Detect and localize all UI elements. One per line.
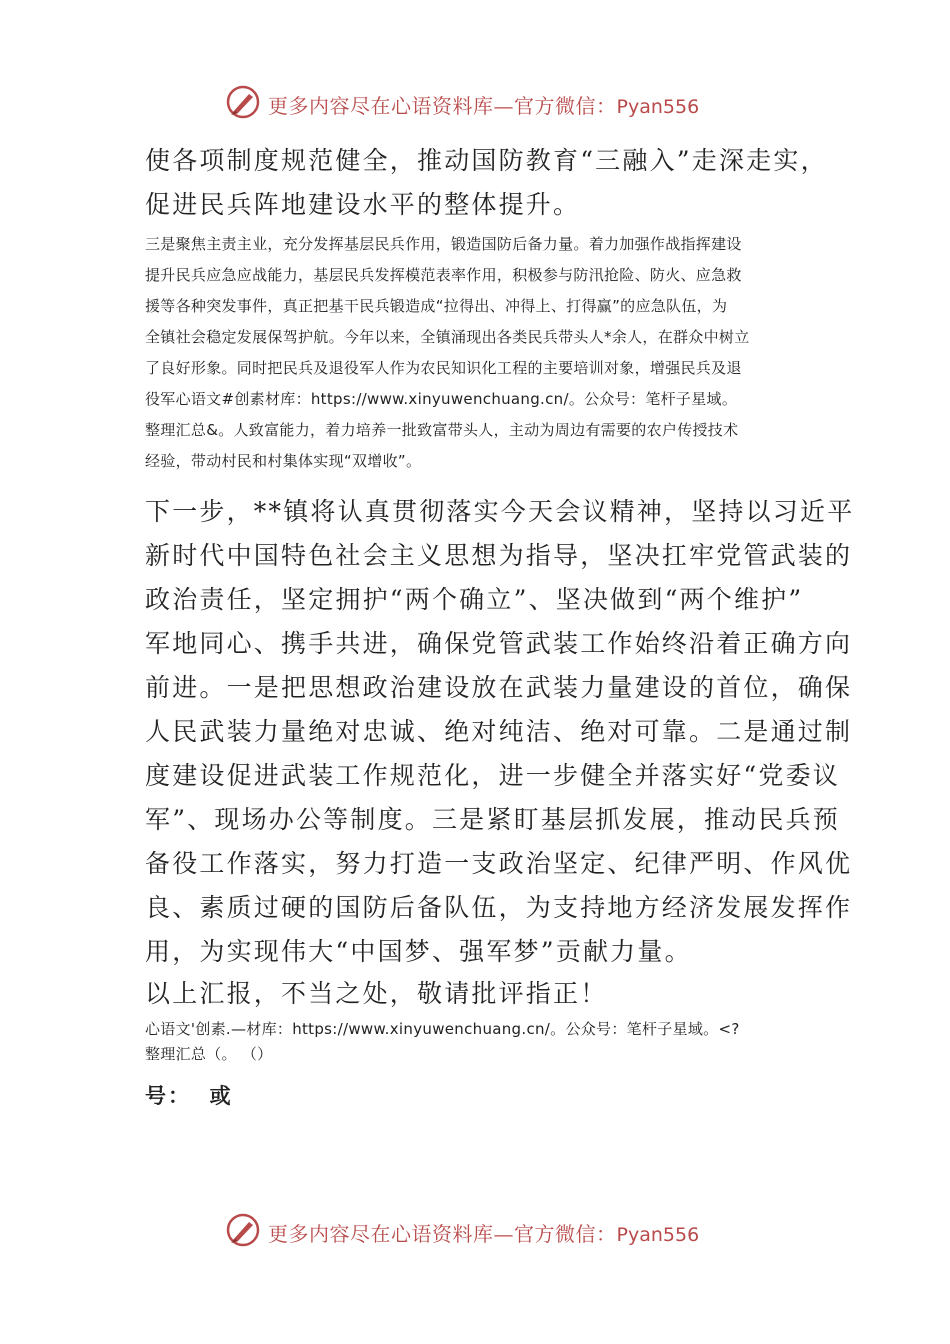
text-line: 整理汇总（。 （） — [145, 1045, 273, 1063]
text-line: 全镇社会稳定发展保驾护航。今年以来，全镇涌现出各类民兵带头人*余人，在群众中树立 — [145, 328, 750, 346]
text-line: 前进。一是把思想政治建设放在武装力量建设的首位，确保 — [145, 673, 853, 702]
fragment-line — [145, 1080, 810, 1110]
text-line: 了良好形象。同时把民兵及退役军人作为农民知识化工程的主要培训对象，增强民兵及退 — [145, 359, 742, 377]
banner-text: 更多内容尽在心语资料库—官方微信：Pyan556 — [268, 1222, 700, 1246]
text-line: 良、素质过硬的国防后备队伍，为支持地方经济发展发挥作 — [145, 893, 853, 922]
text-line: 促进民兵阵地建设水平的整体提升。 — [145, 190, 581, 219]
text-line: 号： 或 — [145, 1083, 233, 1108]
footer-banner — [0, 1210, 950, 1250]
wechat-id: Pyan556 — [616, 96, 700, 118]
closing-line — [145, 972, 810, 1016]
text-line: 新时代中国特色社会主义思想为指导，坚决扛牢党管武装的 — [145, 541, 853, 570]
wechat-id: Pyan556 — [616, 1224, 700, 1246]
pen-logo-icon — [225, 1212, 261, 1248]
text-line: 军”、现场办公等制度。三是紧盯基层抓发展，推动民兵预 — [145, 805, 840, 834]
text-line: 三是聚焦主责主业，充分发挥基层民兵作用，锻造国防后备力量。着力加强作战指挥建设 — [145, 235, 742, 253]
banner-text: 更多内容尽在心语资料库—官方微信：Pyan556 — [268, 94, 700, 118]
text-line: 人民武装力量绝对忠诚、绝对纯洁、绝对可靠。二是通过制 — [145, 717, 853, 746]
text-line: 用，为实现伟大“中国梦、强军梦”贡献力量。 — [145, 937, 692, 966]
paragraph-2 — [145, 229, 810, 477]
text-line: 下一步，**镇将认真贯彻落实今天会议精神，坚持以习近平 — [145, 497, 855, 526]
text-line: 备役工作落实，努力打造一支政治坚定、纪律严明、作风优 — [145, 849, 853, 878]
text-line: 援等各种突发事件，真正把基干民兵锻造成“拉得出、冲得上、打得赢”的应急队伍，为 — [145, 297, 728, 315]
header-banner — [0, 82, 950, 122]
text-line: 整理汇总&。人致富能力，着力培养一批致富带头人，主动为周边有需要的农户传授技术 — [145, 421, 739, 439]
pen-logo-icon — [225, 84, 261, 120]
text-line: 使各项制度规范健全，推动国防教育“三融入”走深走实， — [145, 146, 828, 175]
text-line: 以上汇报，不当之处，敬请批评指正！ — [145, 979, 608, 1008]
footnote — [145, 1017, 810, 1067]
text-line: 役军心语文#创素材库：https://www.xinyuwenchuang.cn/。公众号：笔杆子星域。 — [145, 390, 738, 408]
paragraph-3 — [145, 490, 855, 974]
text-line: 度建设促进武装工作规范化，进一步健全并落实好“党委议 — [145, 761, 840, 790]
paragraph-1 — [145, 139, 828, 227]
text-line: 提升民兵应急应战能力，基层民兵发挥模范表率作用，积极参与防汛抢险、防火、应急救 — [145, 266, 742, 284]
text-line: 政治责任，坚定拥护“两个确立”、坚决做到“两个维护” — [145, 585, 804, 614]
text-line: 心语文'创素.—材库：https://www.xinyuwenchuang.cn/。公众号：笔杆子星域。<? — [145, 1020, 740, 1038]
text-line: 军地同心、携手共进，确保党管武装工作始终沿着正确方向 — [145, 629, 853, 658]
text-line: 经验，带动村民和村集体实现“双增收”。 — [145, 452, 422, 470]
